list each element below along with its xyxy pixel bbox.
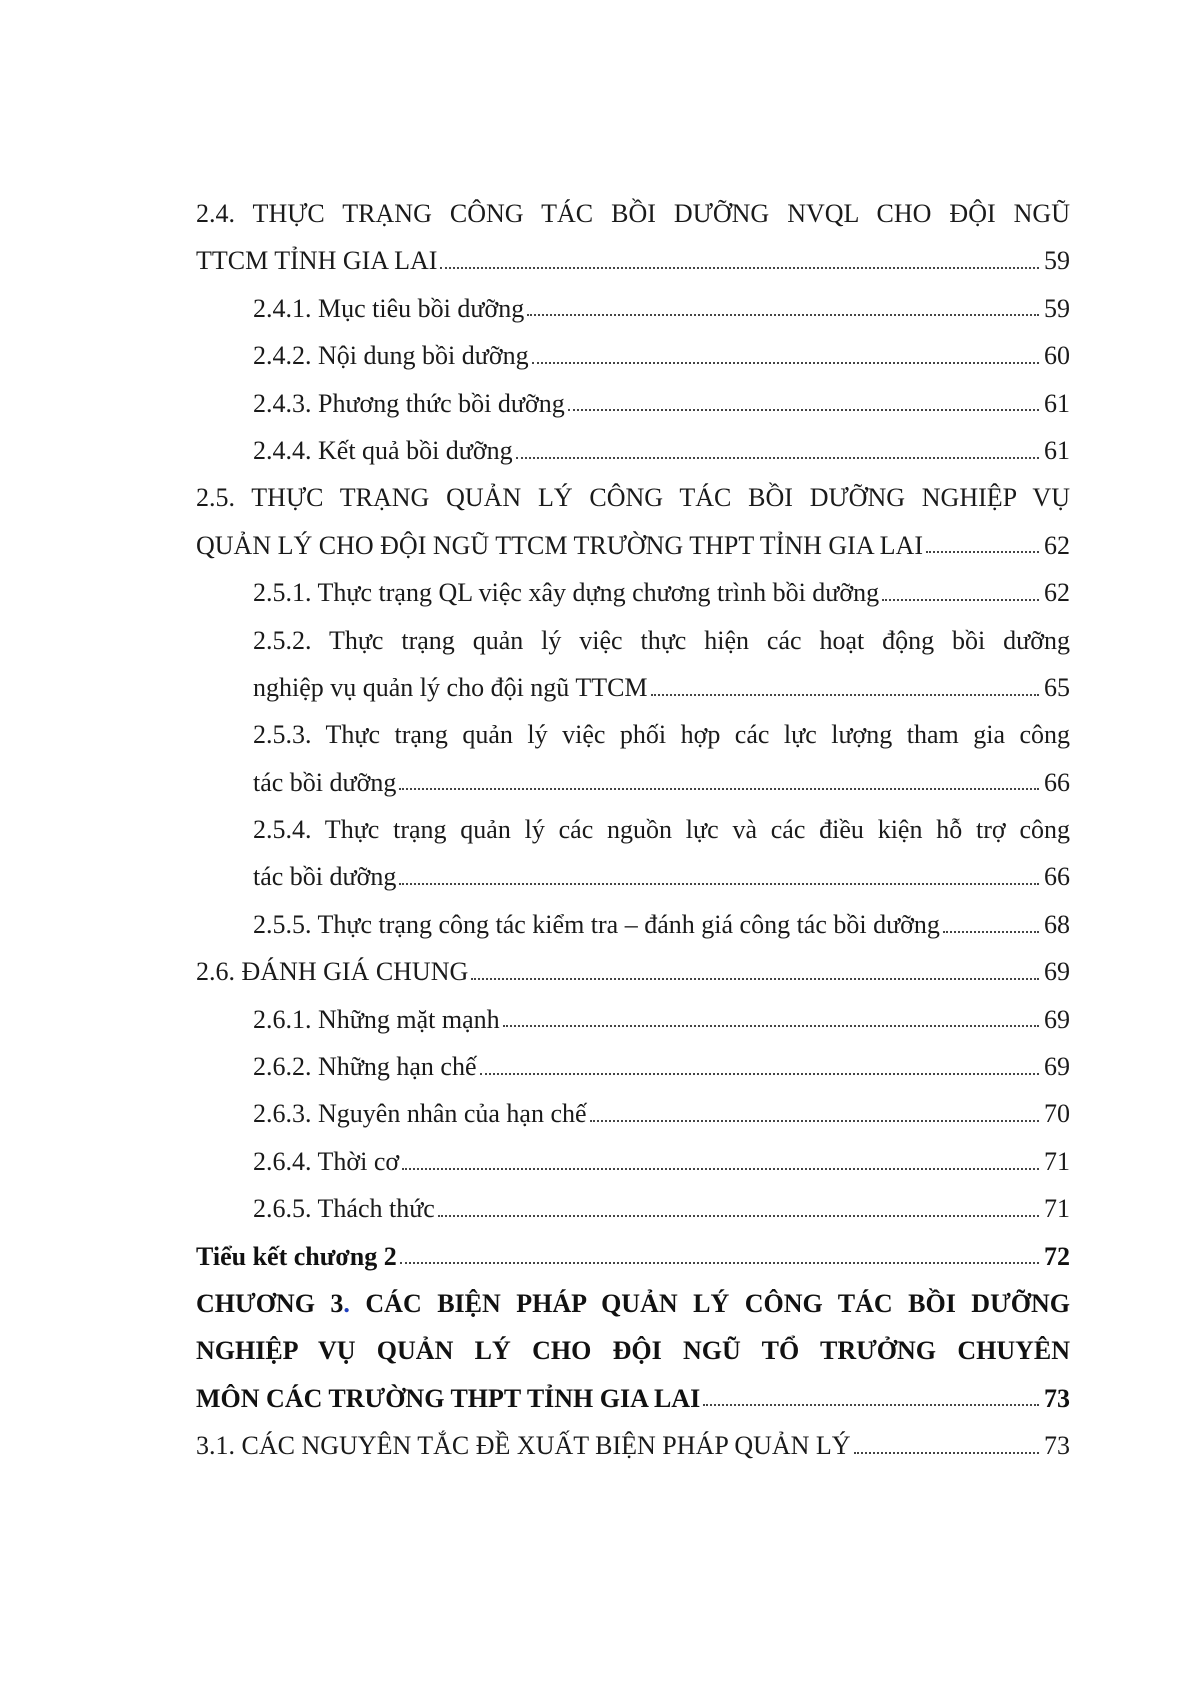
toc-entry-title: 2.4.1. Mục tiêu bồi dưỡng (253, 293, 525, 323)
leader-dots (399, 788, 1039, 790)
toc-page-number: 62 (1044, 530, 1070, 560)
toc-page-number: 65 (1044, 672, 1070, 702)
toc-page-number: 71 (1044, 1146, 1070, 1176)
toc-entry-2-4[interactable] (196, 237, 1070, 284)
toc-page-number: 73 (1044, 1431, 1070, 1461)
toc-entry-2-6[interactable] (196, 948, 1070, 995)
toc-entry-2-5-3[interactable] (253, 759, 1070, 806)
toc-entry-title: tác bồi dưỡng (253, 862, 397, 892)
leader-dots (527, 314, 1039, 316)
toc-page-number: 69 (1044, 1052, 1070, 1082)
toc-entry-title: tác bồi dưỡng (253, 767, 397, 797)
leader-dots (926, 551, 1039, 553)
toc-entry-2-5-3-line1[interactable]: 2.5.3. Thực trạng quản lý việc phối hợp các lực lượng tham gia công (253, 720, 1070, 750)
toc-page-number: 60 (1044, 341, 1070, 371)
toc-entry-title: 2.6.2. Những hạn chế (253, 1052, 477, 1082)
toc-entry-2-4-4[interactable] (253, 427, 1070, 474)
toc-entry-2-5-line1[interactable]: 2.5. THỰC TRẠNG QUẢN LÝ CÔNG TÁC BỒI DƯỠNG NGHIỆP VỤ (196, 483, 1070, 513)
toc-entry-2-4-3[interactable] (253, 380, 1070, 427)
leader-dots (438, 1215, 1039, 1217)
toc-page-number: 69 (1044, 1004, 1070, 1034)
toc-page-number: 66 (1044, 862, 1070, 892)
toc-entry-title: QUẢN LÝ CHO ĐỘI NGŨ TTCM TRƯỜNG THPT TỈNH GIA LAI (196, 530, 923, 560)
toc-page-number: 71 (1044, 1194, 1070, 1224)
toc-entry-2-4-1[interactable] (253, 285, 1070, 332)
toc-page-number: 61 (1044, 435, 1070, 465)
toc-entry-title: TTCM TỈNH GIA LAI (196, 246, 438, 276)
toc-entry-2-5-4-line1[interactable]: 2.5.4. Thực trạng quản lý các nguồn lực và các điều kiện hỗ trợ công (253, 815, 1070, 845)
leader-dots (532, 362, 1039, 364)
toc-entry-2-6-1[interactable] (253, 996, 1070, 1043)
toc-entry-2-4-line1[interactable]: 2.4. THỰC TRẠNG CÔNG TÁC BỒI DƯỠNG NVQL CHO ĐỘI NGŨ (196, 199, 1070, 228)
toc-entry-chuong-3-line2[interactable]: NGHIỆP VỤ QUẢN LÝ CHO ĐỘI NGŨ TỔ TRƯỞNG CHUYÊN (196, 1336, 1070, 1366)
toc-page-number: 72 (1044, 1241, 1070, 1271)
toc-entry-2-6-4[interactable] (253, 1138, 1070, 1185)
toc-entry-2-5-1[interactable] (253, 569, 1070, 616)
toc-entry-2-6-5[interactable] (253, 1185, 1070, 1232)
toc-page-number: 73 (1044, 1383, 1070, 1413)
leader-dots (400, 1262, 1039, 1264)
toc-entry-chuong-3-line1[interactable] (196, 1280, 1070, 1327)
toc-entry-2-5-2-line1[interactable]: 2.5.2. Thực trạng quản lý việc thực hiện các hoạt động bồi dưỡng (253, 625, 1070, 655)
leader-dots (854, 1452, 1039, 1454)
toc-entry-2-5[interactable] (196, 522, 1070, 569)
leader-dots (882, 599, 1039, 601)
leader-dots (402, 1168, 1039, 1170)
chapter-title-part: CÁC BIỆN PHÁP QUẢN LÝ CÔNG TÁC BỒI DƯỠNG (349, 1288, 1070, 1318)
chapter-dot: . (343, 1288, 350, 1318)
toc-entry-title: 2.6.5. Thách thức (253, 1194, 435, 1224)
toc-entry-title: nghiệp vụ quản lý cho đội ngũ TTCM (253, 672, 648, 702)
leader-dots (480, 1073, 1040, 1075)
toc-entry-2-5-2[interactable] (253, 664, 1070, 711)
leader-dots (471, 978, 1039, 980)
leader-dots (440, 267, 1039, 269)
toc-entry-title: 2.6.1. Những mặt mạnh (253, 1004, 500, 1034)
toc-page-number: 70 (1044, 1099, 1070, 1129)
toc-entry-title: 2.4.3. Phương thức bồi dưỡng (253, 388, 565, 418)
leader-dots (568, 409, 1039, 411)
toc-entry-title: 2.6.3. Nguyên nhân của hạn chế (253, 1099, 587, 1129)
toc-page-number: 69 (1044, 957, 1070, 987)
toc-page-number: 59 (1044, 246, 1070, 276)
toc-entry-title: Tiểu kết chương 2 (196, 1241, 397, 1271)
leader-dots (399, 883, 1039, 885)
toc-page-number: 62 (1044, 578, 1070, 608)
toc-entry-2-5-4[interactable] (253, 853, 1070, 900)
toc-entry-title: MÔN CÁC TRƯỜNG THPT TỈNH GIA LAI (196, 1383, 701, 1413)
table-of-contents (196, 190, 1070, 1470)
leader-dots (703, 1404, 1039, 1406)
toc-entry-title: 2.4.2. Nội dung bồi dưỡng (253, 341, 529, 371)
toc-page-number: 61 (1044, 388, 1070, 418)
toc-entry-title: 2.6. ĐÁNH GIÁ CHUNG (196, 957, 469, 987)
toc-entry-2-4-2[interactable] (253, 332, 1070, 379)
toc-entry-title: 2.6.4. Thời cơ (253, 1146, 400, 1176)
toc-entry-title: 2.4.4. Kết quả bồi dưỡng (253, 435, 513, 465)
leader-dots (943, 931, 1039, 933)
toc-entry-2-6-3[interactable] (253, 1090, 1070, 1137)
toc-page-number: 59 (1044, 293, 1070, 323)
toc-page-number: 66 (1044, 767, 1070, 797)
toc-entry-chuong-3[interactable] (196, 1375, 1070, 1422)
leader-dots (590, 1120, 1039, 1122)
toc-entry-title: 3.1. CÁC NGUYÊN TẮC ĐỀ XUẤT BIỆN PHÁP QUẢN LÝ (196, 1431, 851, 1461)
toc-entry-title: 2.5.5. Thực trạng công tác kiểm tra – đánh giá công tác bồi dưỡng (253, 909, 940, 939)
leader-dots (516, 457, 1039, 459)
chapter-label: CHƯƠNG 3 (196, 1288, 344, 1318)
toc-page-number: 68 (1044, 909, 1070, 939)
toc-entry-3-1[interactable] (196, 1422, 1070, 1469)
leader-dots (503, 1025, 1039, 1027)
leader-dots (651, 694, 1039, 696)
toc-entry-2-6-2[interactable] (253, 1043, 1070, 1090)
toc-entry-2-5-5[interactable] (253, 901, 1070, 948)
toc-entry-title: 2.5.1. Thực trạng QL việc xây dựng chương trình bồi dưỡng (253, 578, 880, 608)
toc-entry-tieu-ket-chuong-2[interactable] (196, 1233, 1070, 1280)
